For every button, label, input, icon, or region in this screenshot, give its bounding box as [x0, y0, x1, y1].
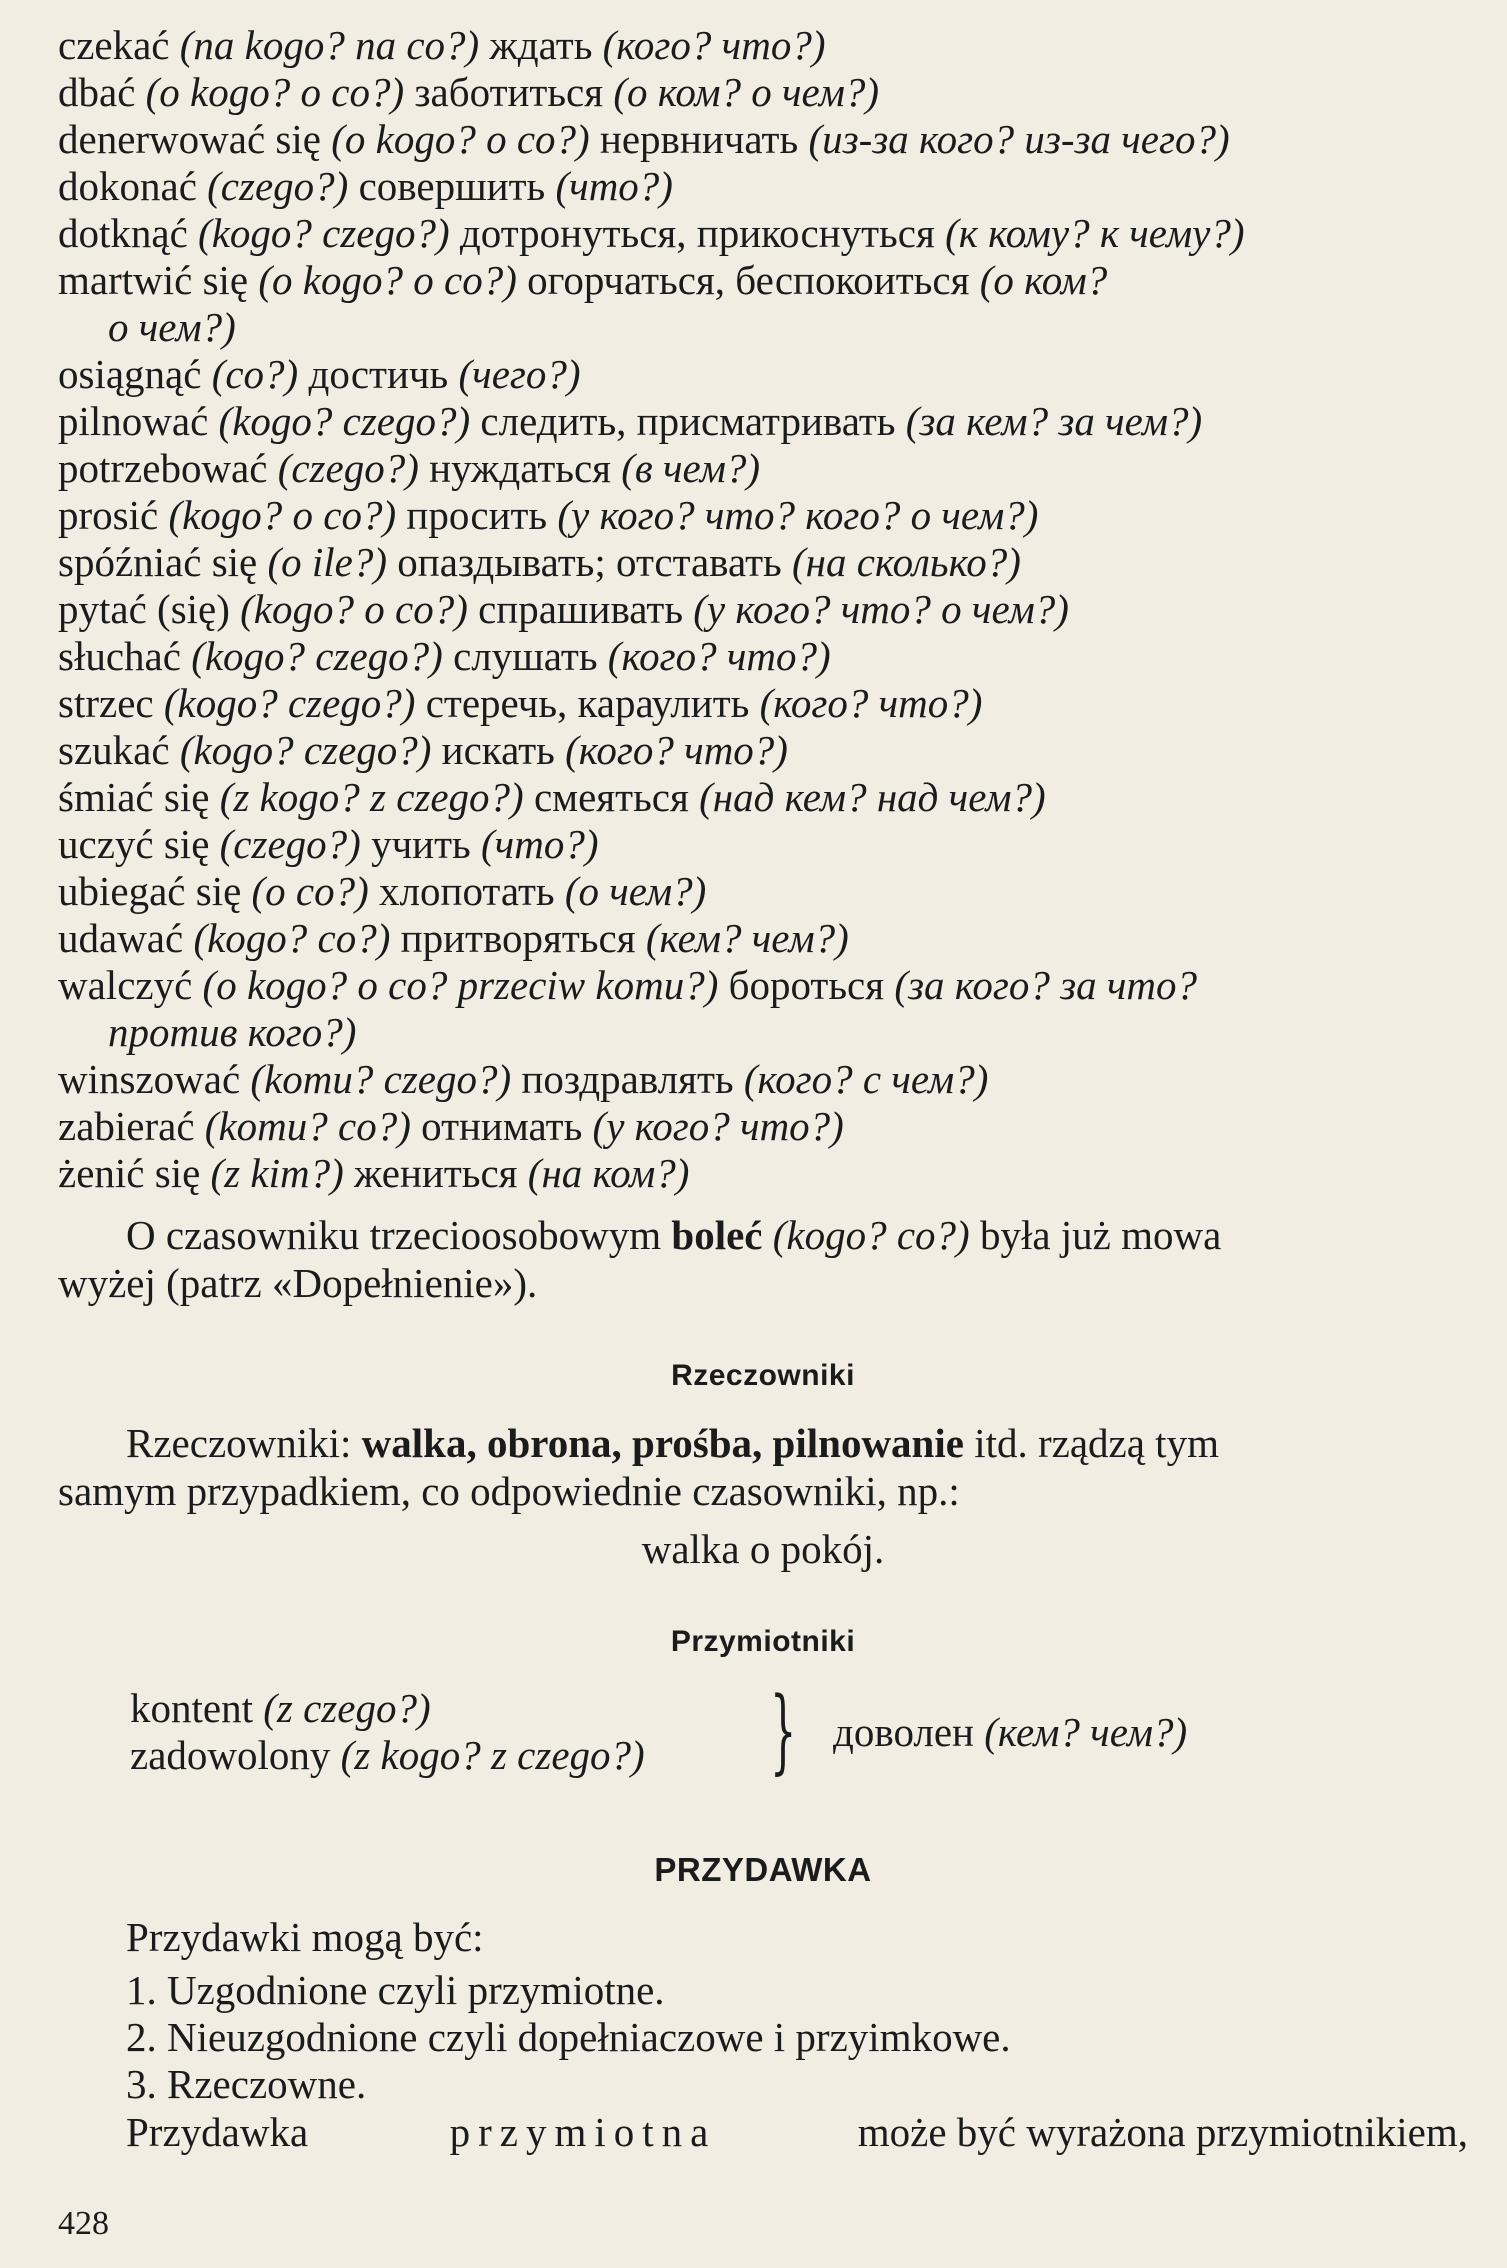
- text-run: Przydawka: [126, 2109, 309, 2155]
- verb-entry: [58, 1056, 1468, 1103]
- paragraph-nouns-line2: samym przypadkiem, co odpowiednie czasowniki, np.:: [58, 1468, 960, 1514]
- polish-question: (kogo? co?): [193, 915, 391, 961]
- adjective-word: kontent: [130, 1685, 253, 1731]
- polish-verb: ubiegać się: [58, 868, 242, 914]
- polish-verb: słuchać: [58, 633, 181, 679]
- russian-question: (на ком?): [527, 1150, 690, 1196]
- russian-verb: дотронуться, прикоснуться: [459, 210, 935, 256]
- russian-verb: заботиться: [414, 69, 604, 115]
- russian-verb: поздравлять: [521, 1056, 734, 1102]
- verb-entry: [58, 1150, 1468, 1197]
- polish-question: (o kogo? o co?): [331, 116, 590, 162]
- polish-verb: szukać: [58, 727, 170, 773]
- verb-entry: [58, 727, 1468, 774]
- russian-verb: стеречь, караулить: [425, 680, 750, 726]
- polish-verb: potrzebować: [58, 445, 268, 491]
- list-item: 1. Uzgodnione czyli przymiotne.: [126, 1967, 665, 2013]
- russian-question: (кого? что?): [607, 633, 831, 679]
- polish-question: (kogo? czego?): [198, 210, 450, 256]
- list-item: 3. Rzeczowne.: [126, 2061, 367, 2107]
- polish-question: (o kogo? o co? przeciw komu?): [202, 962, 719, 1008]
- polish-question: (czego?): [207, 163, 349, 209]
- verb-entry: [58, 821, 1468, 868]
- paragraph-bolec: [58, 1211, 1468, 1259]
- verb-entry: [58, 633, 1468, 680]
- russian-question: о чем?): [108, 304, 236, 350]
- verb-entry: [58, 868, 1468, 915]
- russian-verb: притворяться: [400, 915, 636, 961]
- russian-question: против кого?): [108, 1009, 357, 1055]
- verb-entry-continuation: [58, 1009, 1468, 1056]
- russian-question: (за кого? за что?: [894, 962, 1198, 1008]
- russian-question: (чего?): [458, 351, 581, 397]
- polish-verb: zabierać: [58, 1103, 195, 1149]
- verb-entry: [58, 774, 1468, 821]
- verb-entry: [58, 915, 1468, 962]
- russian-verb: следить, присматривать: [480, 398, 896, 444]
- russian-question: (у кого? что? о чем?): [693, 586, 1069, 632]
- verb-entry: [58, 586, 1468, 633]
- russian-word: доволен: [833, 1709, 974, 1755]
- polish-verb: denerwować się: [58, 116, 321, 162]
- adjective-question: (z czego?): [263, 1685, 431, 1731]
- russian-verb: смеяться: [533, 774, 689, 820]
- polish-verb: śmiać się: [58, 774, 210, 820]
- russian-question: (о ком?: [979, 257, 1108, 303]
- polish-question: (czego?): [219, 821, 361, 867]
- polish-question: (kogo? czego?): [179, 727, 432, 773]
- verb-entry: [58, 69, 1468, 116]
- polish-question: (czego?): [277, 445, 419, 491]
- russian-verb: ждать: [489, 22, 593, 68]
- russian-question: (за кем? за чем?): [905, 398, 1203, 444]
- italic-question: (kogo? co?): [762, 1212, 970, 1258]
- russian-question: (о ком? о чем?): [613, 69, 880, 115]
- polish-question: (kogo? czego?): [191, 633, 443, 679]
- spaced-term: przymiotna: [449, 2109, 717, 2155]
- polish-verb: pytać (się): [58, 586, 230, 632]
- text-run: była już mowa: [969, 1212, 1222, 1258]
- polish-verb: osiągnąć: [58, 351, 202, 397]
- verb-entry: [58, 351, 1468, 398]
- paragraph-nouns: [58, 1419, 1468, 1467]
- polish-verb: strzec: [58, 680, 154, 726]
- verb-entry: [58, 1103, 1468, 1150]
- russian-question: (в чем?): [621, 445, 761, 491]
- polish-question: (o kogo? o co?): [145, 69, 405, 115]
- russian-verb: искать: [441, 727, 555, 773]
- text-run: Rzeczowniki:: [126, 1420, 362, 1466]
- russian-question: (у кого? что?): [592, 1103, 844, 1149]
- verb-list: [58, 22, 1468, 1197]
- russian-verb: нервничать: [599, 116, 799, 162]
- verb-entry: [58, 163, 1468, 210]
- polish-verb: czekać: [58, 22, 170, 68]
- russian-verb: учить: [371, 821, 471, 867]
- russian-verb: жениться: [354, 1150, 518, 1196]
- example-noun: walka o pokój.: [641, 1526, 885, 1572]
- verb-entry: [58, 680, 1468, 727]
- polish-question: (o kogo? o co?): [258, 257, 517, 303]
- verb-entry: [58, 22, 1468, 69]
- polish-question: (komu? czego?): [250, 1056, 512, 1102]
- russian-question: (кем? чем?): [984, 1709, 1188, 1755]
- russian-question: (кого? что?): [602, 22, 826, 68]
- polish-question: (kogo? o co?): [240, 586, 468, 632]
- heading-nouns: Rzeczowniki: [671, 1359, 855, 1392]
- page-content: [58, 22, 1468, 2156]
- verb-entry: [58, 210, 1468, 257]
- verb-entry: [58, 962, 1468, 1009]
- verb-entry: [58, 492, 1468, 539]
- polish-question: (o ile?): [267, 539, 388, 585]
- russian-question: (у кого? что? кого? о чем?): [557, 492, 1039, 538]
- text-run: może być wyrażona przymiotnikiem,: [857, 2109, 1468, 2155]
- curly-brace-icon: }: [770, 1677, 797, 1784]
- intro-line: Przydawki mogą być:: [126, 1914, 484, 1960]
- polish-verb: dotknąć: [58, 210, 188, 256]
- polish-verb: udawać: [58, 915, 184, 961]
- bold-term: boleć: [671, 1212, 763, 1258]
- polish-verb: spóźniać się: [58, 539, 258, 585]
- verb-entry: [58, 257, 1468, 304]
- verb-entry-continuation: [58, 304, 1468, 351]
- russian-verb: совершить: [358, 163, 546, 209]
- polish-question: (na kogo? na co?): [179, 22, 480, 68]
- verb-entry: [58, 116, 1468, 163]
- last-line: [58, 2108, 1468, 2156]
- russian-question: (о чем?): [564, 868, 707, 914]
- polish-verb: dbać: [58, 69, 136, 115]
- russian-verb: слушать: [453, 633, 598, 679]
- polish-question: (z kim?): [210, 1150, 344, 1196]
- russian-question: (кого? с чем?): [743, 1056, 989, 1102]
- polish-question: (co?): [211, 351, 299, 397]
- text-run: O czasowniku trzecioosobowym: [126, 1212, 672, 1258]
- heading-przydawka: PRZYDAWKA: [654, 1851, 872, 1888]
- polish-question: (komu? co?): [204, 1103, 411, 1149]
- polish-question: (kogo? czego?): [163, 680, 416, 726]
- russian-question: (над кем? над чем?): [699, 774, 1046, 820]
- adjective-question: (z kogo? z czego?): [340, 1732, 645, 1778]
- verb-entry: [58, 539, 1468, 586]
- russian-question: (кого? что?): [759, 680, 983, 726]
- bold-terms: walka, obrona, prośba, pilnowanie: [361, 1420, 964, 1466]
- russian-verb: отнимать: [421, 1103, 583, 1149]
- russian-verb: нуждаться: [429, 445, 612, 491]
- przydawka-types-list: [58, 1967, 1468, 2108]
- russian-question: (на сколько?): [792, 539, 1021, 585]
- polish-verb: prosić: [58, 492, 159, 538]
- text-run: itd. rządzą tym: [963, 1420, 1219, 1466]
- polish-verb: żenić się: [58, 1150, 201, 1196]
- polish-verb: pilnować: [58, 398, 209, 444]
- polish-question: (o co?): [251, 868, 369, 914]
- russian-verb: бороться: [728, 962, 885, 1008]
- russian-question: (к кому? к чему?): [945, 210, 1245, 256]
- polish-question: (z kogo? z czego?): [219, 774, 524, 820]
- russian-question: (кем? чем?): [645, 915, 849, 961]
- russian-question: (из-за кого? из-за чего?): [808, 116, 1230, 162]
- russian-verb: опаздывать; отставать: [397, 539, 782, 585]
- russian-verb: огорчаться, беспокоиться: [527, 257, 970, 303]
- polish-verb: uczyć się: [58, 821, 210, 867]
- verb-entry: [58, 398, 1468, 445]
- russian-question: (кого? что?): [565, 727, 788, 773]
- verb-entry: [58, 445, 1468, 492]
- adjective-block: [58, 1677, 1468, 1795]
- russian-verb: хлопотать: [379, 868, 555, 914]
- polish-question: (kogo? czego?): [218, 398, 471, 444]
- page-number: 428: [58, 2205, 109, 2242]
- paragraph-bolec-line2: wyżej (patrz «Dopełnienie»).: [58, 1260, 538, 1306]
- polish-verb: martwić się: [58, 257, 249, 303]
- polish-verb: winszować: [58, 1056, 241, 1102]
- russian-verb: просить: [406, 492, 548, 538]
- adjective-word: zadowolony: [130, 1732, 331, 1778]
- russian-question: (что?): [555, 163, 673, 209]
- adjective-list: [130, 1685, 645, 1779]
- polish-question: (kogo? o co?): [168, 492, 397, 538]
- polish-verb: walczyć: [58, 962, 193, 1008]
- polish-verb: dokonać: [58, 163, 197, 209]
- russian-verb: достичь: [308, 351, 449, 397]
- russian-question: (что?): [481, 821, 599, 867]
- russian-verb: спрашивать: [478, 586, 684, 632]
- heading-adjectives: Przymiotniki: [670, 1625, 856, 1658]
- list-item: 2. Nieuzgodnione czyli dopełniaczowe i przyimkowe.: [126, 2014, 1011, 2060]
- adjective-translation: [833, 1709, 1187, 1756]
